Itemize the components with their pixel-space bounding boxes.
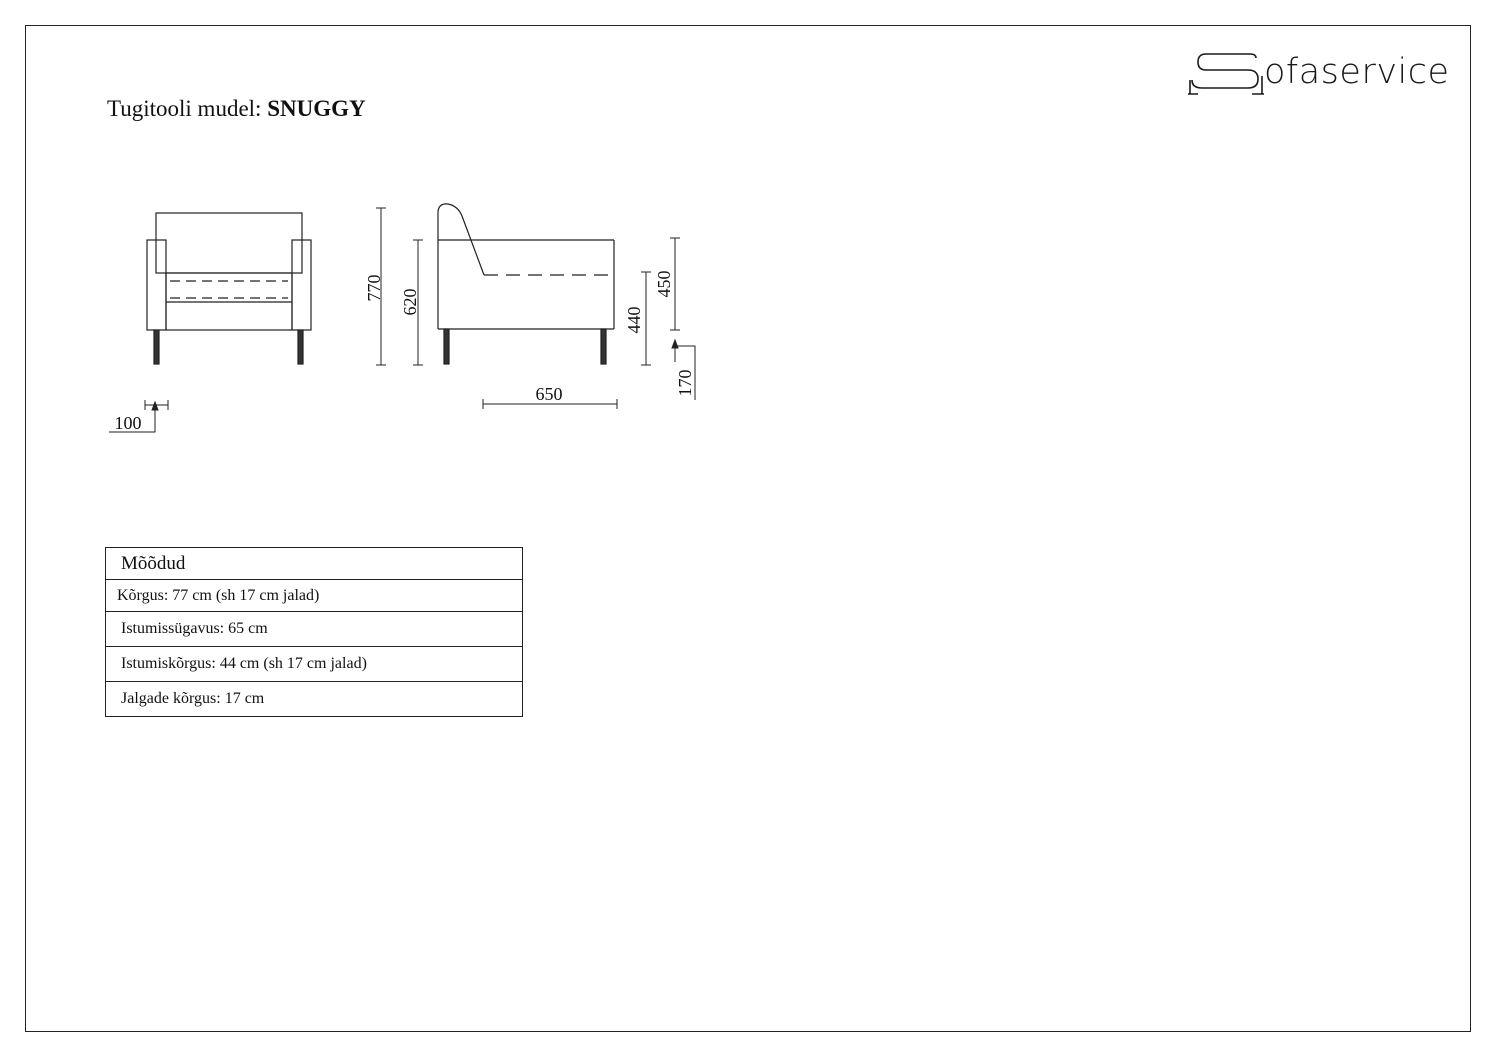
dim-label-450: 450 bbox=[654, 270, 674, 298]
title-prefix: Tugitooli mudel: bbox=[107, 96, 268, 121]
side-view-drawing bbox=[438, 204, 614, 364]
front-view-drawing bbox=[147, 213, 311, 364]
measurement-row: Istumiskõrgus: 44 cm (sh 17 cm jalad) bbox=[106, 647, 523, 682]
measurement-row: Jalgade kõrgus: 17 cm bbox=[106, 682, 523, 717]
dim-label-770: 770 bbox=[364, 274, 384, 302]
measurements-heading: Mõõdud bbox=[106, 548, 523, 580]
measurements-table bbox=[105, 547, 523, 717]
dim-label-440: 440 bbox=[624, 306, 644, 334]
measurement-row: Istumissügavus: 65 cm bbox=[106, 612, 523, 647]
dim-label-620: 620 bbox=[400, 288, 420, 316]
dim-label-650: 650 bbox=[535, 384, 563, 404]
brand-text: ofaservice bbox=[1264, 52, 1450, 92]
dimension-lines bbox=[109, 208, 695, 432]
dim-label-100: 100 bbox=[114, 413, 142, 433]
model-name: SNUGGY bbox=[267, 96, 366, 121]
dim-label-170: 170 bbox=[675, 369, 695, 397]
measurement-row: Kõrgus: 77 cm (sh 17 cm jalad) bbox=[106, 580, 523, 612]
